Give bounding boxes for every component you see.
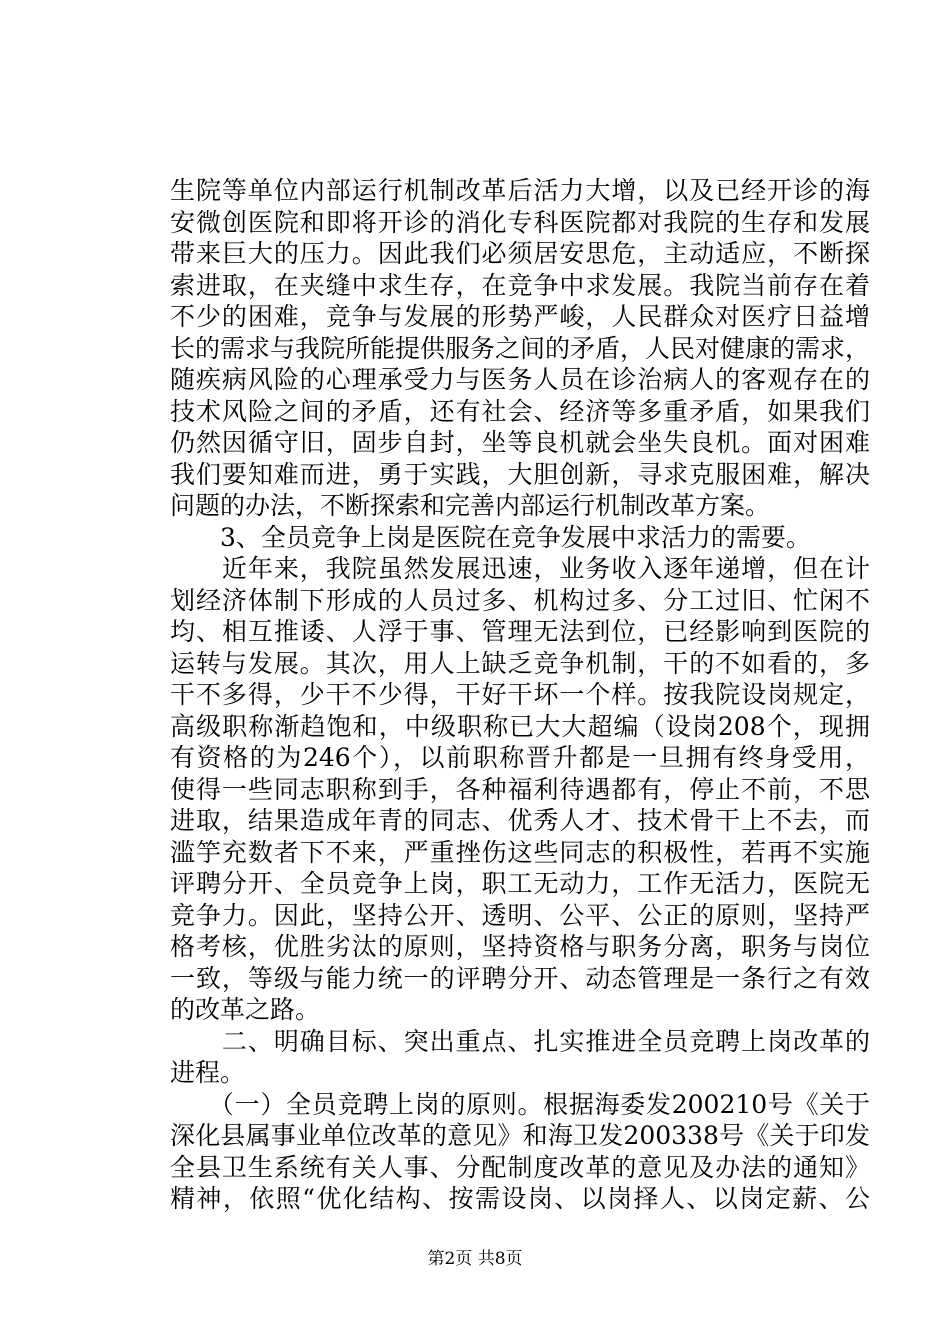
text-line: 3、全员竞争上岗是医院在竞争发展中求活力的需要。 — [170, 522, 811, 552]
text-line: 全县卫生系统有关人事、分配制度改革的意见及办法的通知》 — [170, 1152, 870, 1182]
text-line: 进取，结果造成年青的同志、优秀人才、技术骨干上不去，而 — [170, 806, 870, 835]
text-line: 精神，依照“优化结构、按需设岗、以岗择人、以岗定薪、公 — [170, 1184, 870, 1213]
text-line: 带来巨大的压力。因此我们必须居安思危，主动适应，不断探 — [170, 239, 870, 268]
text-line: 二、明确目标、突出重点、扎实推进全员竞聘上岗改革的 — [170, 1026, 870, 1056]
text-line: 一致，等级与能力统一的评聘分开、动态管理是一条行之有效 — [170, 963, 870, 993]
text-line: 划经济体制下形成的人员过多、机构过多、分工过旧、忙闲不 — [170, 585, 870, 615]
text-line: 不少的困难，竞争与发展的形势严峻，人民群众对医疗日益增 — [170, 302, 870, 331]
text-line: 仍然因循守旧，固步自封，坐等良机就会坐失良机。面对困难 — [170, 428, 870, 457]
body-text — [170, 175, 870, 1215]
text-line: 使得一些同志职称到手，各种福利待遇都有，停止不前，不思 — [170, 774, 870, 804]
text-line: （一）全员竞聘上岗的原则。根据海委发200210号《关于 — [170, 1089, 870, 1119]
text-line: 评聘分开、全员竞争上岗，职工无动力，工作无活力，医院无 — [170, 869, 870, 898]
text-line: 生院等单位内部运行机制改革后活力大增，以及已经开诊的海 — [170, 176, 870, 205]
text-line: 近年来，我院虽然发展迅速，业务收入逐年递增，但在计 — [170, 554, 870, 583]
text-line: 竞争力。因此，坚持公开、透明、公平、公正的原则，坚持严 — [170, 900, 870, 930]
text-line: 高级职称渐趋饱和，中级职称已大大超编（设岗208个，现拥 — [170, 711, 870, 741]
text-line: 深化县属事业单位改革的意见》和海卫发200338号《关于印发 — [170, 1121, 870, 1150]
page-footer: 第2页 共8页 — [427, 1249, 523, 1269]
text-line: 滥竽充数者下不来，严重挫伤这些同志的积极性，若再不实施 — [170, 837, 870, 867]
text-line: 安微创医院和即将开诊的消化专科医院都对我院的生存和发展 — [170, 207, 870, 237]
text-line: 索进取，在夹缝中求生存，在竞争中求发展。我院当前存在着 — [170, 270, 870, 300]
text-line: 运转与发展。其次，用人上缺乏竞争机制，干的不如看的，多 — [170, 648, 870, 678]
text-line: 有资格的为246个），以前职称晋升都是一旦拥有终身受用， — [170, 743, 870, 772]
text-line: 我们要知难而进，勇于实践，大胆创新，寻求克服困难，解决 — [170, 459, 870, 489]
text-line: 格考核，优胜劣汰的原则，坚持资格与职务分离，职务与岗位 — [170, 932, 870, 961]
text-line: 问题的办法，不断探索和完善内部运行机制改革方案。 — [170, 491, 771, 520]
text-line: 均、相互推诿、人浮于事、管理无法到位，已经影响到医院的 — [170, 617, 870, 646]
text-line: 长的需求与我院所能提供服务之间的矛盾，人民对健康的需求， — [170, 333, 871, 363]
text-line: 技术风险之间的矛盾，还有社会、经济等多重矛盾，如果我们 — [170, 396, 870, 426]
text-line: 的改革之路。 — [170, 995, 321, 1024]
text-line: 干不多得，少干不少得，干好干坏一个样。按我院设岗规定， — [170, 680, 870, 709]
text-line: 随疾病风险的心理承受力与医务人员在诊治病人的客观存在的 — [170, 365, 870, 394]
text-line: 进程。 — [170, 1058, 246, 1087]
